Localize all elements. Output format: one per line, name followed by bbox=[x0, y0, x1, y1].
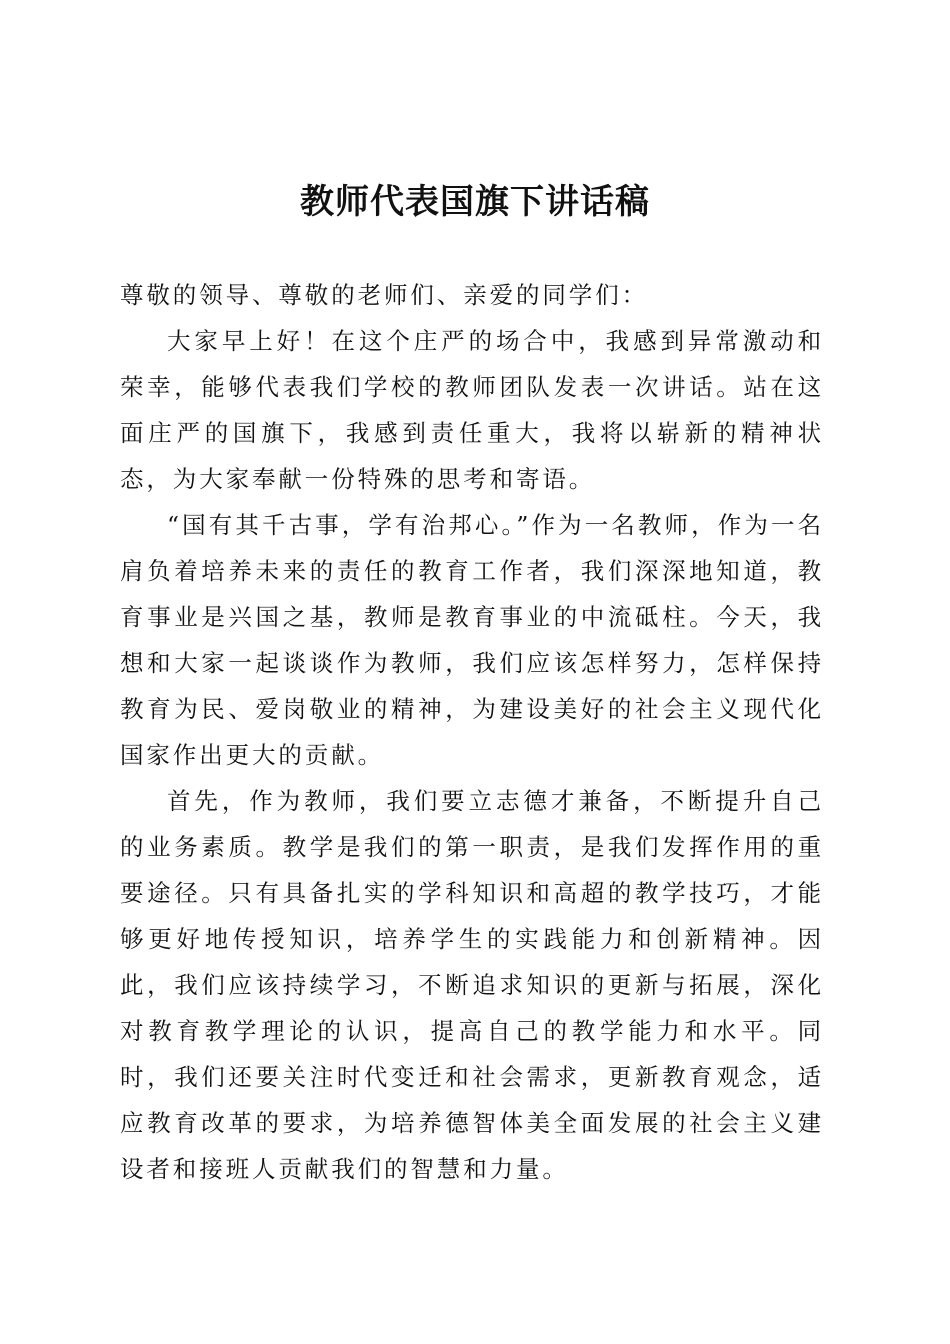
document-body bbox=[120, 272, 824, 1192]
paragraph-quote: “国有其千古事，学有治邦心。”作为一名教师，作为一名肩负着培养未来的责任的教育工作者，我们深深地知道，教育事业是兴国之基，教师是教育事业的中流砥柱。今天，我想和大家一起谈谈作为教师，我们应该怎样努力，怎样保持教育为民、爱岗敬业的精神，为建设美好的社会主义现代化国家作出更大的贡献。 bbox=[120, 511, 824, 769]
paragraph-greeting: 大家早上好！在这个庄严的场合中，我感到异常激动和荣幸，能够代表我们学校的教师团队发表一次讲话。站在这面庄严的国旗下，我感到责任重大，我将以崭新的精神状态，为大家奉献一份特殊的思考和寄语。 bbox=[120, 327, 824, 493]
document-title: 教师代表国旗下讲话稿 bbox=[300, 182, 650, 222]
paragraph-first-point: 首先，作为教师，我们要立志德才兼备，不断提升自己的业务素质。教学是我们的第一职责，是我们发挥作用的重要途径。只有具备扎实的学科知识和高超的教学技巧，才能够更好地传授知识，培养学生的实践能力和创新精神。因此，我们应该持续学习，不断追求知识的更新与拓展，深化对教育教学理论的认识，提高自己的教学能力和水平。同时，我们还要关注时代变迁和社会需求，更新教育观念，适应教育改革的要求，为培养德智体美全面发展的社会主义建设者和接班人贡献我们的智慧和力量。 bbox=[120, 787, 824, 1183]
salutation: 尊敬的领导、尊敬的老师们、亲爱的同学们： bbox=[120, 281, 648, 309]
